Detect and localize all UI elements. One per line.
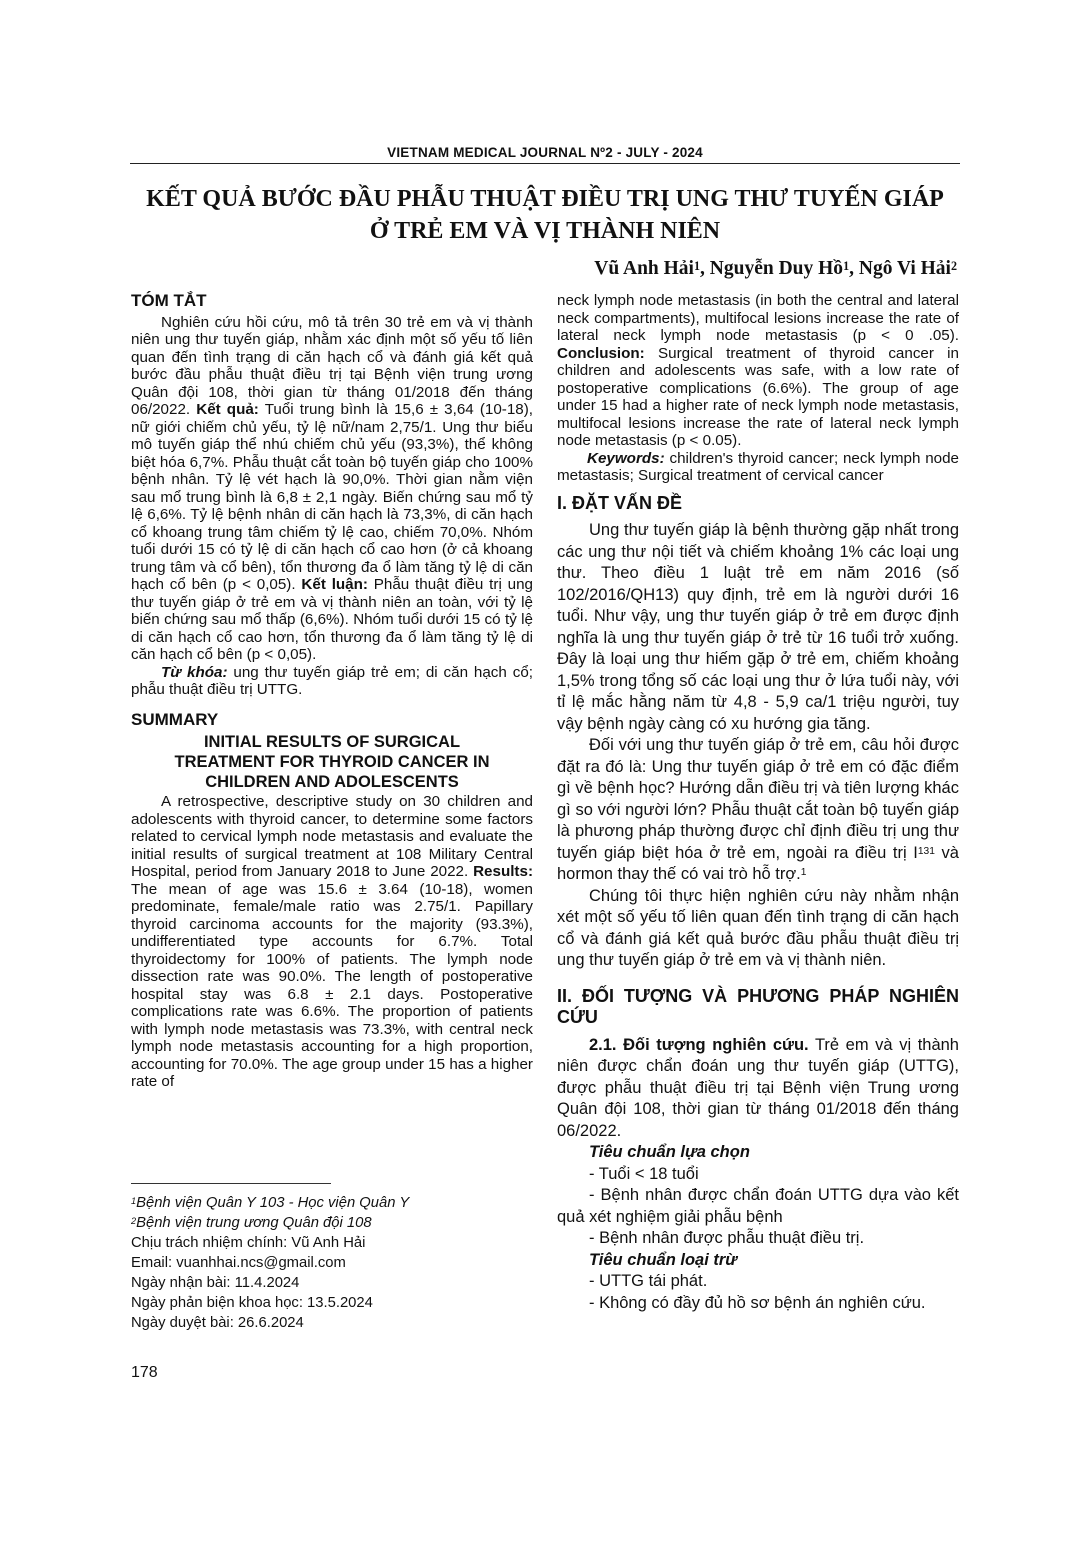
inclusion-item: - Tuổi < 18 tuổi — [589, 1164, 699, 1183]
footnote-rule — [131, 1183, 331, 1184]
section-2-paragraph: 2.1. Đối tượng nghiên cứu. Trẻ em và vị thành niên được chẩn đoán ung thư tuyến giáp (UTTG), được phẫu thuật điều trị tại Bệnh viện Trung ương Quân đội 108, thời gian từ tháng 01/2018 đến tháng 06/2022. — [557, 1035, 959, 1140]
abstract-heading: TÓM TẮT — [131, 291, 207, 310]
section-1-paragraph: Ung thư tuyến giáp là bệnh thường gặp nhất trong các ung thư nội tiết và chiếm khoảng 1% các loại ung thư. Theo điều 1 luật trẻ em năm 2016 (số 102/2016/QH13) quy định, trẻ em là người dưới 16 tuổi. Như vậy, ung thư tuyến giáp ở trẻ em được định nghĩa là ung thư tuyến giáp ở trẻ từ 16 tuổi trở xuống. Đây là loại ung thư hiếm gặp ở trẻ em, chiếm khoảng 1,5% trong tổng số các loại ung thư ở lứa tuổi này, với tỉ lệ mắc hằng năm từ 4,8 - 5,9 ca/1 triệu người, tuy vậy bệnh ngày càng có xu hướng gia tăng. — [557, 521, 959, 733]
author-name: Nguyễn Duy Hồ — [709, 258, 844, 279]
summary-keywords: Keywords: children's thyroid cancer; neck lymph node metastasis; Surgical treatment of cervical cancer — [557, 449, 959, 484]
title-line-1: KẾT QUẢ BƯỚC ĐẦU PHẪU THUẬT ĐIỀU TRỊ UNG THƯ TUYẾN GIÁP — [146, 186, 944, 212]
date-accepted: Ngày duyệt bài: 26.6.2024 — [131, 1315, 304, 1331]
footnotes — [131, 1193, 533, 1333]
section-1-paragraph: Đối với ung thư tuyến giáp ở trẻ em, câu hỏi được đặt ra đó là: Ung thư tuyến giáp ở trẻ em có đặc điểm gì về bệnh học? Hướng dẫn điều trị và tiên lượng khác gì so với người lớn? Phẫu thuật cắt toàn bộ tuyến giáp là phương pháp thường được chỉ định điều trị ung thư tuyến giáp biệt hóa ở trẻ em, ngoài ra điều trị $I^{131}$ và hormon thay thế có vai trò hỗ trợ.$^1$ — [557, 736, 959, 883]
summary-results-text: The mean of age was 15.6 ± 3.64 (10-18), women predominate, female/male ratio was 2.75/1. Papillary thyroid carcinoma accounts for the majority (93.3%), undifferentiated type accounts for 6.7%. Total thyroidectomy for 100% of patients. The lymph node dissection rate was 90.0%. The length of postoperative hospital stay was 6.8 ± 2.1 days. Postoperative complications rate was 6.6%. The proportion of patients with lymph node metastasis was 73.3%, with central neck lymph node metastasis accounting for a high proportion, accounting for 70.0%. The age group under 15 has a higher rate of — [131, 880, 533, 1090]
exclusion-item: - UTTG tái phát. — [589, 1272, 708, 1290]
summary-paragraph: A retrospective, descriptive study on 30 children and adolescents with thyroid cancer, to determine some factors related to cervical lymph node metastasis and evaluate the initial results of surgical treatment at 108 Military Central Hospital, period from January 2018 to June 2022. Results: The mean of age was 15.6 ± 3.64 (10-18), women predominate, female/male ratio was 2.75/1. Papillary thyroid carcinoma accounts for the majority (93.3%), undifferentiated type accounts for 6.7%. Total thyroidectomy for 100% of patients. The lymph node dissection rate was 90.0%. The length of postoperative hospital stay was 6.8 ± 2.1 days. Postoperative complications rate was 6.6%. The proportion of patients with lymph node metastasis was 73.3%, with central neck lymph node metastasis accounting for a high proportion, accounting for 70.0%. The age group under 15 has a higher rate of — [131, 793, 533, 1090]
abstract-paragraph: Nghiên cứu hồi cứu, mô tả trên 30 trẻ em và vị thành niên ung thư tuyến giáp, nhằm xác định một số yếu tố liên quan đến tình trạng di căn hạch cổ và đánh giá kết quả bước đầu phẫu thuật điều trị tại Bệnh viện trung ương Quân đội 108, thời gian từ tháng 01/2018 đến tháng 06/2022. Kết quả: Tuổi trung bình là 15,6 ± 3,64 (10-18), nữ giới chiếm chủ yếu, tỷ lệ nữ/nam 2,75/1. Ung thư biểu mô tuyến giáp thể nhú chiếm chủ yếu (93,3%), thể không biệt hóa 6,7%. Phẫu thuật cắt toàn bộ tuyến giáp cho 100% bệnh nhân. Tỷ lệ vét hạch là 90,0%. Thời gian nằm viện sau mổ trung bình là 6,8 ± 2,1 ngày. Biến chứng sau mổ tỷ lệ 6,6%. Tỷ lệ bệnh nhân di căn hạch là 73,3%, di căn hạch cổ khoang trung tâm chiếm tỷ lệ cao, chiếm 70,0%. Nhóm tuổi dưới 15 có tỷ lệ di căn hạch cổ cao hơn (ở cả khoang trung tâm và cổ bên), tổn thương đa ổ làm tăng tỷ lệ di căn hạch cổ bên (p < 0,05). Kết luận: Phẫu thuật điều trị ung thư tuyến giáp ở trẻ em và vị thành niên an toàn, với tỷ lệ biến chứng sau mổ thấp (6,6%). Nhóm tuổi dưới 15 có tỷ lệ di căn hạch cổ cao hơn, tổn thương đa ổ làm tăng tỷ lệ di căn hạch cổ bên (p < 0,05). — [131, 313, 534, 663]
section-intro — [557, 493, 959, 1315]
section-1-heading: I. ĐẶT VẤN ĐỀ — [557, 492, 683, 513]
affiliation-1: $^1$Bệnh viện Quân Y 103 - Học viện Quân Y — [131, 1195, 410, 1211]
section-2-heading: II. ĐỐI TƯỢNG VÀ PHƯƠNG PHÁP NGHIÊN CỨU — [557, 985, 959, 1027]
title-line-2: Ở TRẺ EM VÀ VỊ THÀNH NIÊN — [369, 218, 721, 244]
author-affiliation-mark: 2 — [950, 258, 957, 273]
inclusion-heading: Tiêu chuẩn lựa chọn — [589, 1143, 750, 1161]
article-title — [130, 183, 960, 247]
date-reviewed: Ngày phản biện khoa học: 13.5.2024 — [131, 1295, 373, 1311]
summary-title-line: TREATMENT FOR THYROID CANCER IN — [174, 753, 490, 771]
right-column — [557, 292, 959, 1314]
journal-header: VIETNAM MEDICAL JOURNAL Nº2 - JULY - 2024 — [387, 145, 703, 160]
author-list — [594, 258, 957, 280]
inclusion-item: - Bệnh nhân được chẩn đoán UTTG dựa vào kết quả xét nghiệm giải phẫu bệnh — [557, 1186, 959, 1226]
section-1-paragraph: Chúng tôi thực hiện nghiên cứu này nhằm nhận xét một số yếu tố liên quan đến tình trạng di căn hạch cổ và đánh giá kết quả bước đầu phẫu thuật điều trị ung thư tuyến giáp ở trẻ em và vị thành niên. — [557, 886, 959, 969]
summary-paragraph-continued: neck lymph node metastasis (in both the central and lateral neck compartments), multifocal lesions increase the rate of lateral neck lymph node metastasis (p < 0 .05). Conclusion: Surgical treatment of thyroid cancer in children and adolescents was safe, with a low rate of postoperative complications (6.6%). The group of age under 15 had a higher rate of neck lymph node metastasis, multifocal lesions increase the rate of lateral neck lymph node metastasis (p < 0.05). — [557, 292, 959, 449]
inclusion-item: - Bệnh nhân được phẫu thuật điều trị. — [589, 1229, 865, 1247]
page-number: 178 — [131, 1364, 158, 1381]
author-name: Vũ Anh Hải — [594, 258, 694, 279]
corresponding-author: Chịu trách nhiệm chính: Vũ Anh Hải — [131, 1235, 366, 1251]
left-column — [131, 292, 533, 1091]
author-separator: , — [849, 258, 859, 279]
summary-heading: SUMMARY — [131, 709, 219, 729]
exclusion-item: - Không có đầy đủ hồ sơ bệnh án nghiên cứu. — [589, 1293, 926, 1312]
email: Email: vuanhhai.ncs@gmail.com — [131, 1255, 346, 1271]
author-affiliation-mark: 1 — [693, 258, 701, 273]
author-affiliation-mark: 1 — [843, 258, 850, 273]
summary-title-line: INITIAL RESULTS OF SURGICAL — [203, 733, 461, 751]
summary-title — [131, 732, 533, 792]
affiliation-2: $^2$Bệnh viện trung ương Quân đội 108 — [131, 1215, 372, 1231]
date-received: Ngày nhận bài: 11.4.2024 — [131, 1275, 300, 1291]
header-rule — [130, 163, 960, 164]
abstract-keywords: Từ khóa: ung thư tuyến giáp trẻ em; di căn hạch cổ; phẫu thuật điều trị UTTG. — [131, 663, 533, 698]
summary-title-line: CHILDREN AND ADOLESCENTS — [205, 773, 459, 791]
author-name: Ngô Vi Hải — [858, 258, 951, 279]
author-separator: , — [700, 258, 710, 279]
exclusion-heading: Tiêu chuẩn loại trừ — [589, 1250, 738, 1269]
